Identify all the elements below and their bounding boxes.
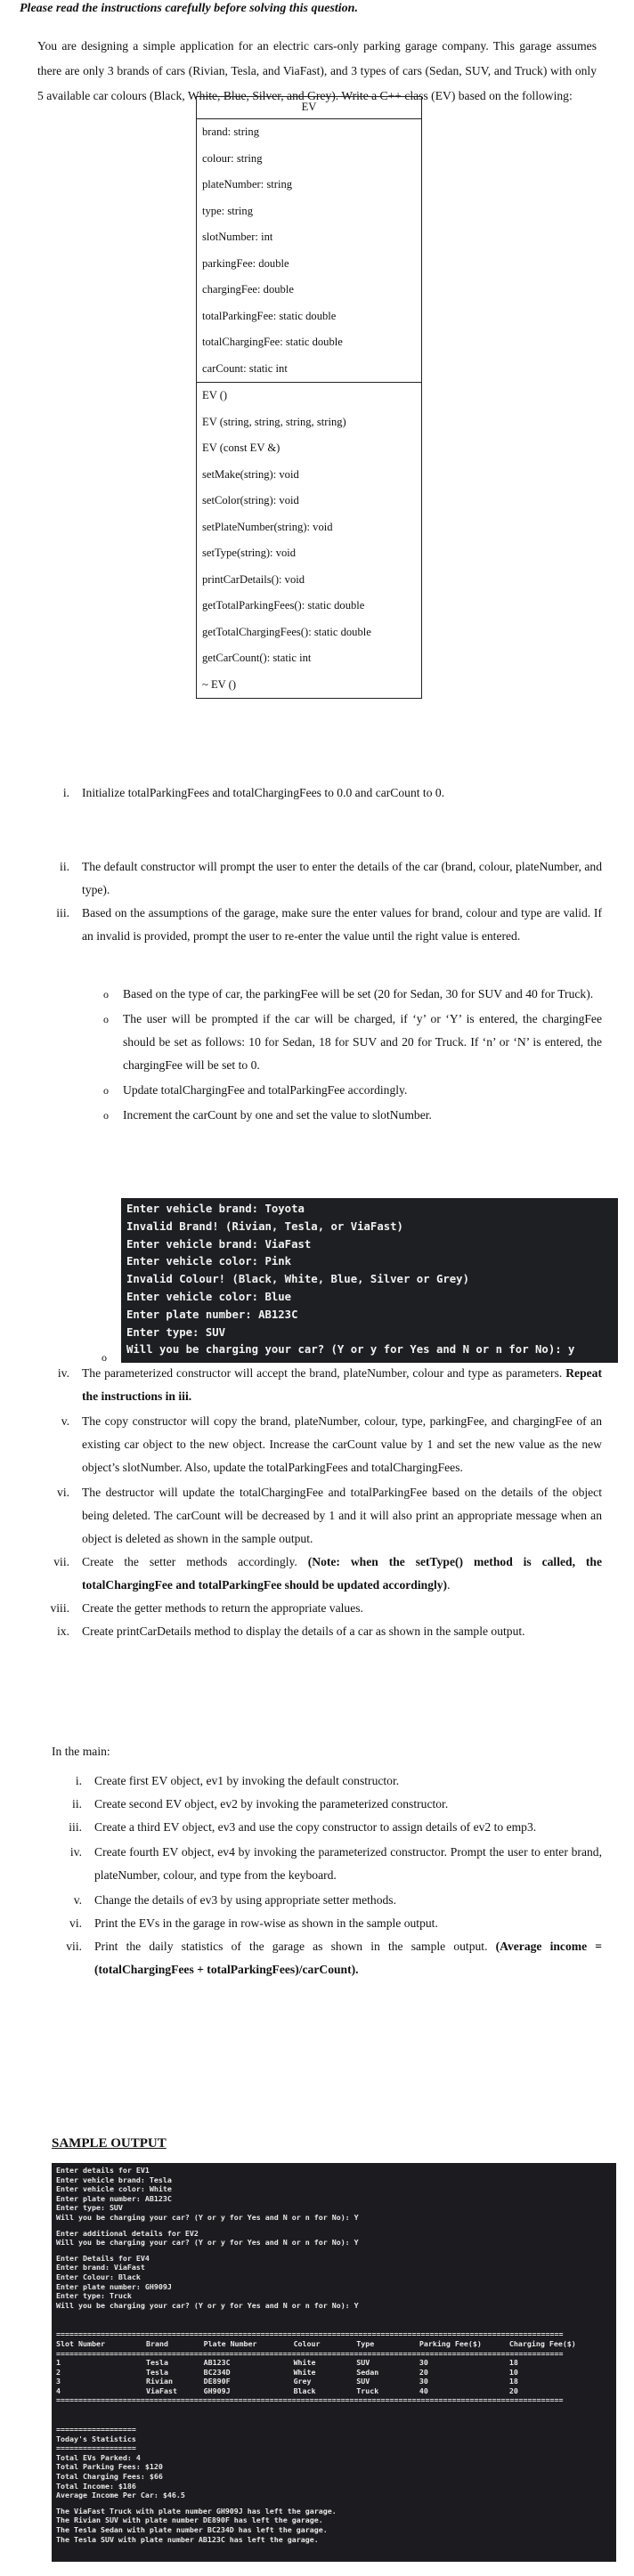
step-number: iii.: [69, 1820, 82, 1834]
table-header: Colour: [293, 2338, 321, 2348]
console-line: Enter plate number: GH909J: [56, 2281, 172, 2291]
table-row: 1 Tesla AB123C White SUV 30 18: [56, 2358, 518, 2368]
step-number: i.: [62, 786, 69, 799]
bullet-item: o Based on the type of car, the parkingFee will be set (20 for Sedan, 30 for SUV and 40 for Truck).: [123, 983, 602, 1006]
stats-title: Today's Statistics: [56, 2434, 136, 2443]
uml-attribute: carCount: static int: [202, 361, 288, 375]
step-number: vii.: [53, 1555, 69, 1568]
uml-attribute: slotNumber: int: [202, 231, 273, 243]
step-number: iv.: [69, 1845, 82, 1859]
console-line: Enter Details for EV4: [56, 2253, 150, 2263]
departure-line: The Rivian SUV with plate number DE890F has left the garage.: [56, 2515, 323, 2525]
table-header: Charging Fee($): [508, 2338, 576, 2348]
console-line: Enter details for EV1: [56, 2166, 150, 2175]
console-line: Enter type: SUV: [126, 1325, 226, 1339]
console-line: Will you be charging your car? (Y or y for Yes and N or n for No): Y: [56, 2238, 359, 2248]
uml-method: printCarDetails(): void: [202, 572, 305, 586]
console-line: Enter vehicle color: Blue: [126, 1290, 292, 1303]
sample-output-heading: SAMPLE OUTPUT: [52, 2136, 167, 2151]
step-number: vi.: [57, 1486, 69, 1499]
step-number: ii.: [72, 1797, 82, 1810]
bullet-item: o Update totalChargingFee and totalParkingFee accordingly.: [123, 1079, 602, 1102]
uml-attribute: type: string: [202, 204, 254, 217]
uml-method: setType(string): void: [202, 547, 297, 559]
uml-method: setColor(string): void: [202, 494, 299, 506]
separator-line: ==================================================================================================================: [56, 2329, 564, 2339]
console-line: Enter brand: ViaFast: [56, 2263, 145, 2272]
step-number: viii.: [50, 1601, 69, 1615]
stats-line: Total EVs Parked: 4: [56, 2452, 141, 2462]
main-steps: i. Create first EV object, ev1 by invoking the default constructor. ii. Create second EV object, ev2 by invoking the parameterized constructor. iii. Create a third EV object, ev3 and use the copy constructor to assign details of ev2 to emp3. iv. Create fourth EV object, ev4 by invoking the parameterized constructor. Prompt the user to enter brand, plateNumber, colour, and type from the keyboard. v. Change the details of ev3 by using appropriate setter methods. vi. Print the EVs in the garage in row-wise as shown in the sample output. vii. Print the daily statistics of the garage as shown in the sample output. (Average income = (totalChargingFees + totalParkingFees)/carCount).: [94, 1770, 602, 1981]
intro-paragraph: You are designing a simple application for an electric cars-only parking garage company. This garage assumes there are only 3 brands of cars (Rivian, Tesla, and ViaFast), and 3 types of cars (Sedan, SUV, and Truck) with only 5 available car colours (Black, White, Blue, Silver, and Grey). Write a C++ class (EV) based on the following:: [37, 39, 597, 102]
uml-attributes: [197, 119, 421, 382]
console-line: Enter additional details for EV2: [56, 2228, 199, 2238]
step-text: Based on the assumptions of the garage, make sure the enter values for brand, colour and type are valid. If an invalid is provided, prompt the user to re-enter the value until the right value is entered.: [82, 906, 602, 943]
sample-output-console: [52, 2163, 616, 2562]
separator-line: ==================================================================================================================: [56, 2395, 564, 2405]
separator-line: ==================================================================================================================: [56, 2348, 564, 2358]
steps-iv-ix: iv. The parameterized constructor will accept the brand, plateNumber, colour and type as parameters. Repeat the instructions in iii. v. The copy constructor will copy the brand, plateNumber, colour, type, parkingFee, and chargingFee of an existing car object to the new object. Increase the carCount value by 1 and set the new value as the new object’s slotNumber. Also, update the totalParkingFees and totalChargingFees. vi. The destructor will update the totalChargingFee and totalParkingFee based on the details of the object being deleted. The carCount will be decreased by 1 and it will also print an appropriate message when an object is deleted as shown in the sample output. vii. Create the setter methods accordingly. (Note: when the setType() method is called, the totalChargingFee and totalParkingFee should be updated accordingly). viii. Create the getter methods to return the appropriate values. ix. Create printCarDetails method to display the details of a car as shown in the sample output.: [82, 1362, 602, 1643]
console-example: [121, 1198, 618, 1363]
bullet-icon: o: [103, 988, 109, 1000]
table-header: Plate Number: [203, 2338, 257, 2348]
console-line: Enter vehicle color: White: [56, 2184, 172, 2194]
console-line: Will you be charging your car? (Y or y for Yes and N or n for No): Y: [56, 2300, 359, 2310]
stats-line: Total Income: $186: [56, 2481, 136, 2491]
uml-attribute: totalParkingFee: static double: [202, 309, 337, 322]
instructions-title: Please read the instructions carefully before solving this question.: [20, 2, 358, 15]
table-header: Type: [356, 2338, 375, 2348]
step-iii-bullets: [103, 983, 602, 1127]
uml-method: getTotalChargingFees(): static double: [202, 625, 371, 638]
step-number: vii.: [66, 1940, 82, 1953]
uml-attribute: plateNumber: string: [202, 178, 293, 190]
console-line: Will you be charging your car? (Y or y for Yes and N or n for No): Y: [56, 2212, 359, 2222]
stats-separator: ==================: [56, 2425, 136, 2434]
console-line: Enter vehicle brand: Toyota: [126, 1203, 305, 1215]
bullet-item: o The user will be prompted if the car will be charged, if ‘y’ or ‘Y’ is entered, the chargingFee should be set as follows: 10 for Sedan, 18 for SUV and 20 for Truck. If ‘n’ or ‘N’ is entered, the chargingFee will be set to 0.: [123, 1008, 602, 1077]
uml-class-diagram: [196, 96, 422, 699]
step-number: vi.: [69, 1916, 82, 1930]
uml-method: EV (const EV &): [202, 441, 280, 454]
ev-table: [56, 2339, 608, 2349]
table-header: Slot Number: [56, 2338, 105, 2348]
steps-ii-iii: [56, 855, 602, 948]
uml-method: getTotalParkingFees(): static double: [202, 599, 365, 612]
departure-line: The Tesla SUV with plate number AB123C has left the garage.: [56, 2534, 319, 2544]
step-text: The default constructor will prompt the user to enter the details of the car (brand, colour, plateNumber, and type).: [82, 860, 602, 896]
ev-table-body: [56, 2358, 608, 2395]
stats-line: Total Charging Fees: $66: [56, 2472, 163, 2482]
stats-line: Average Income Per Car: $46.5: [56, 2491, 185, 2500]
console-line: Enter Colour: Black: [56, 2272, 141, 2281]
console-line: Enter plate number: AB123C: [56, 2193, 172, 2203]
console-line: Enter vehicle brand: Tesla: [56, 2175, 172, 2184]
uml-attribute: colour: string: [202, 151, 263, 165]
uml-method: EV (): [202, 389, 228, 401]
step-number: iii.: [56, 906, 69, 919]
uml-attribute: brand: string: [202, 126, 260, 138]
uml-method: ~ EV (): [202, 677, 237, 691]
stats-separator: ==================: [56, 2443, 136, 2453]
uml-method: getCarCount(): static int: [202, 652, 312, 664]
table-row: 2 Tesla BC234D White Sedan 20 10: [56, 2367, 518, 2377]
console-line: Enter vehicle color: Pink: [126, 1255, 292, 1268]
stats-line: Total Parking Fees: $120: [56, 2462, 163, 2472]
console-line: Enter type: SUV: [56, 2203, 123, 2213]
bullet-item: o Increment the carCount by one and set the value to slotNumber.: [123, 1104, 602, 1127]
step-text: Initialize totalParkingFees and totalChargingFees to 0.0 and carCount to 0.: [82, 786, 445, 799]
uml-attribute: parkingFee: double: [202, 256, 289, 270]
table-row: 3 Rivian DE890F Grey SUV 30 18: [56, 2377, 518, 2386]
uml-attribute: totalChargingFee: static double: [202, 336, 343, 348]
step-number: v.: [61, 1414, 69, 1428]
table-header: Parking Fee($): [419, 2338, 482, 2348]
step-number: iv.: [57, 1366, 69, 1380]
console-line: Enter vehicle brand: ViaFast: [126, 1237, 312, 1251]
uml-method: setPlateNumber(string): void: [202, 520, 333, 533]
departure-line: The Tesla Sedan with plate number BC234D has left the garage.: [56, 2525, 328, 2534]
bullet-icon: o: [103, 1013, 109, 1025]
table-row: 4 ViaFast GH909J Black Truck 40 20: [56, 2386, 518, 2395]
table-header: Brand: [145, 2338, 168, 2348]
console-line: Invalid Colour! (Black, White, Blue, Silver or Grey): [126, 1273, 469, 1286]
table-header-row: [56, 2339, 608, 2349]
step-number: i.: [75, 1774, 82, 1787]
uml-class-name: EV: [197, 97, 421, 119]
departure-line: The ViaFast Truck with plate number GH909J has left the garage.: [56, 2506, 337, 2515]
bullet-icon: o: [103, 1109, 109, 1122]
uml-method: EV (string, string, string, string): [202, 415, 346, 428]
uml-method: setMake(string): void: [202, 467, 299, 481]
console-line: Invalid Brand! (Rivian, Tesla, or ViaFast): [126, 1219, 403, 1233]
bullet-icon: o: [102, 1351, 107, 1364]
main-heading: In the main:: [52, 1745, 110, 1758]
console-line: Will you be charging your car? (Y or y for Yes and N or n for No): y: [126, 1343, 575, 1357]
step-number: v.: [73, 1893, 82, 1907]
step-number: ix.: [57, 1624, 69, 1638]
step-i: [62, 782, 602, 805]
step-number: ii.: [60, 860, 69, 873]
console-line: Enter type: Truck: [56, 2291, 132, 2301]
bullet-icon: o: [103, 1084, 109, 1097]
uml-attribute: chargingFee: double: [202, 283, 294, 296]
uml-methods: [197, 382, 421, 698]
console-line: Enter plate number: AB123C: [126, 1308, 298, 1321]
